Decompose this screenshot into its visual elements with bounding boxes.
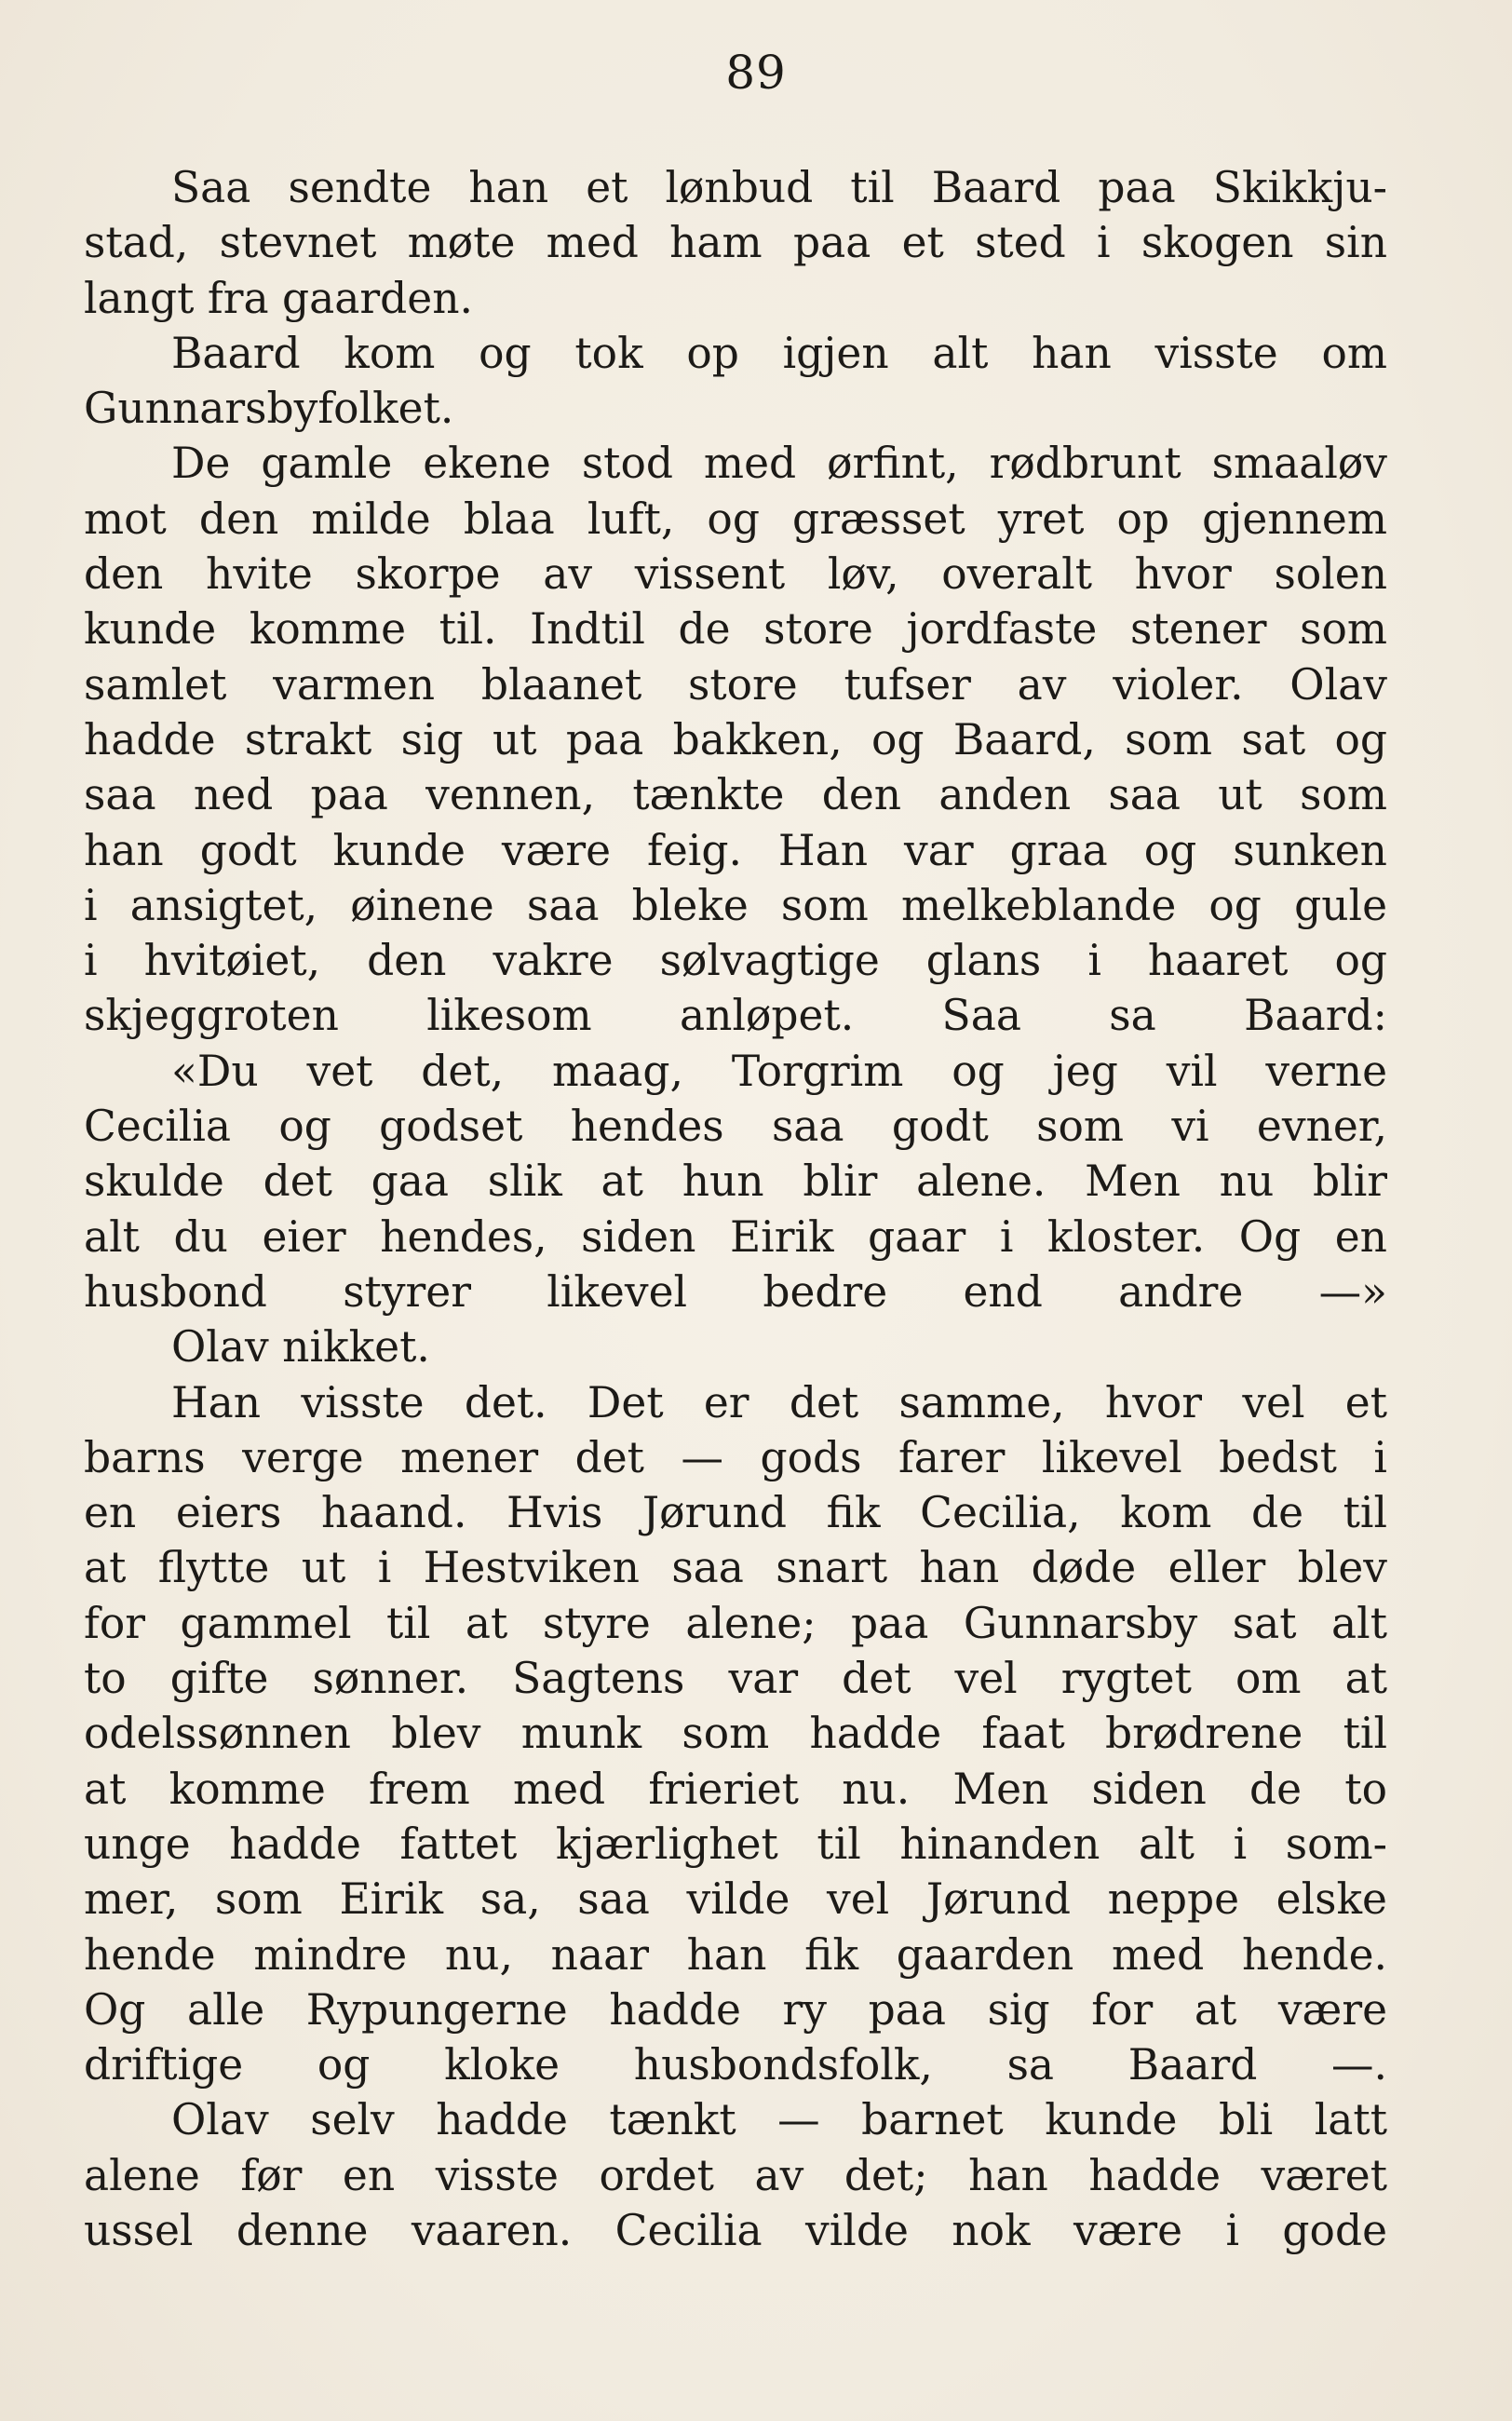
text-line: skulde det gaa slik at hun blir alene. Men nu blir: [84, 1156, 1387, 1207]
text-line: mot den milde blaa luft, og græsset yret op gjennem: [84, 494, 1387, 544]
text-line: «Du vet det, maag, Torgrim og jeg vil verne: [171, 1046, 1387, 1096]
text-line: Olav selv hadde tænkt — barnet kunde bli latt: [171, 2095, 1387, 2145]
text-line: to gifte sønner. Sagtens var det vel rygtet om at: [84, 1654, 1387, 1704]
page-number: 89: [725, 46, 787, 100]
text-line: alene før en visste ordet av det; han hadde været: [84, 2150, 1387, 2200]
body-text: [84, 160, 1387, 2258]
text-line: at flytte ut i Hestviken saa snart han døde eller blev: [84, 1543, 1387, 1593]
text-line: ussel denne vaaren. Cecilia vilde nok være i gode: [84, 2205, 1387, 2255]
text-line: Olav nikket.: [171, 1322, 430, 1373]
text-line: han godt kunde være feig. Han var graa og sunken: [84, 825, 1387, 875]
text-line: unge hadde fattet kjærlighet til hinanden alt i som-: [84, 1819, 1387, 1869]
text-line: at komme frem med frieriet nu. Men siden de to: [84, 1764, 1387, 1814]
text-line: De gamle ekene stod med ørfint, rødbrunt smaaløv: [171, 439, 1387, 489]
text-line: hende mindre nu, naar han fik gaarden med hende.: [84, 1929, 1387, 1980]
text-line: i hvitøiet, den vakre sølvagtige glans i haaret og: [84, 936, 1387, 986]
text-line: kunde komme til. Indtil de store jordfaste stener som: [84, 604, 1387, 655]
text-line: Baard kom og tok op igjen alt han visste om: [171, 328, 1387, 378]
text-line: husbond styrer likevel bedre end andre —»: [84, 1266, 1387, 1317]
text-line: driftige og kloke husbondsfolk, sa Baard —.: [84, 2040, 1387, 2090]
text-line: langt fra gaarden.: [84, 273, 473, 323]
text-line: hadde strakt sig ut paa bakken, og Baard, som sat og: [84, 714, 1387, 764]
text-line: Cecilia og godset hendes saa godt som vi evner,: [84, 1102, 1387, 1152]
text-line: den hvite skorpe av vissent løv, overalt hvor solen: [84, 549, 1387, 600]
text-line: alt du eier hendes, siden Eirik gaar i kloster. Og en: [84, 1211, 1387, 1262]
text-line: odelssønnen blev munk som hadde faat brødrene til: [84, 1709, 1387, 1759]
text-line: samlet varmen blaanet store tufser av violer. Olav: [84, 659, 1387, 710]
text-line: Han visste det. Det er det samme, hvor vel et: [171, 1377, 1387, 1427]
text-line: i ansigtet, øinene saa bleke som melkeblande og gule: [84, 880, 1387, 930]
text-line: mer, som Eirik sa, saa vilde vel Jørund neppe elske: [84, 1874, 1387, 1925]
text-line: barns verge mener det — gods farer likevel bedst i: [84, 1432, 1387, 1482]
text-line: Saa sendte han et lønbud til Baard paa Skikkju-: [171, 163, 1387, 212]
text-line: Og alle Rypungerne hadde ry paa sig for at være: [84, 1984, 1387, 2035]
text-line: stad, stevnet møte med ham paa et sted i skogen sin: [84, 218, 1387, 268]
text-line: en eiers haand. Hvis Jørund fik Cecilia, kom de til: [84, 1488, 1387, 1538]
text-line: skjeggroten likesom anløpet. Saa sa Baard:: [84, 991, 1387, 1041]
text-line: for gammel til at styre alene; paa Gunnarsby sat alt: [84, 1598, 1387, 1648]
text-line: Gunnarsbyfolket.: [84, 384, 454, 434]
text-line: saa ned paa vennen, tænkte den anden saa ut som: [84, 770, 1387, 820]
